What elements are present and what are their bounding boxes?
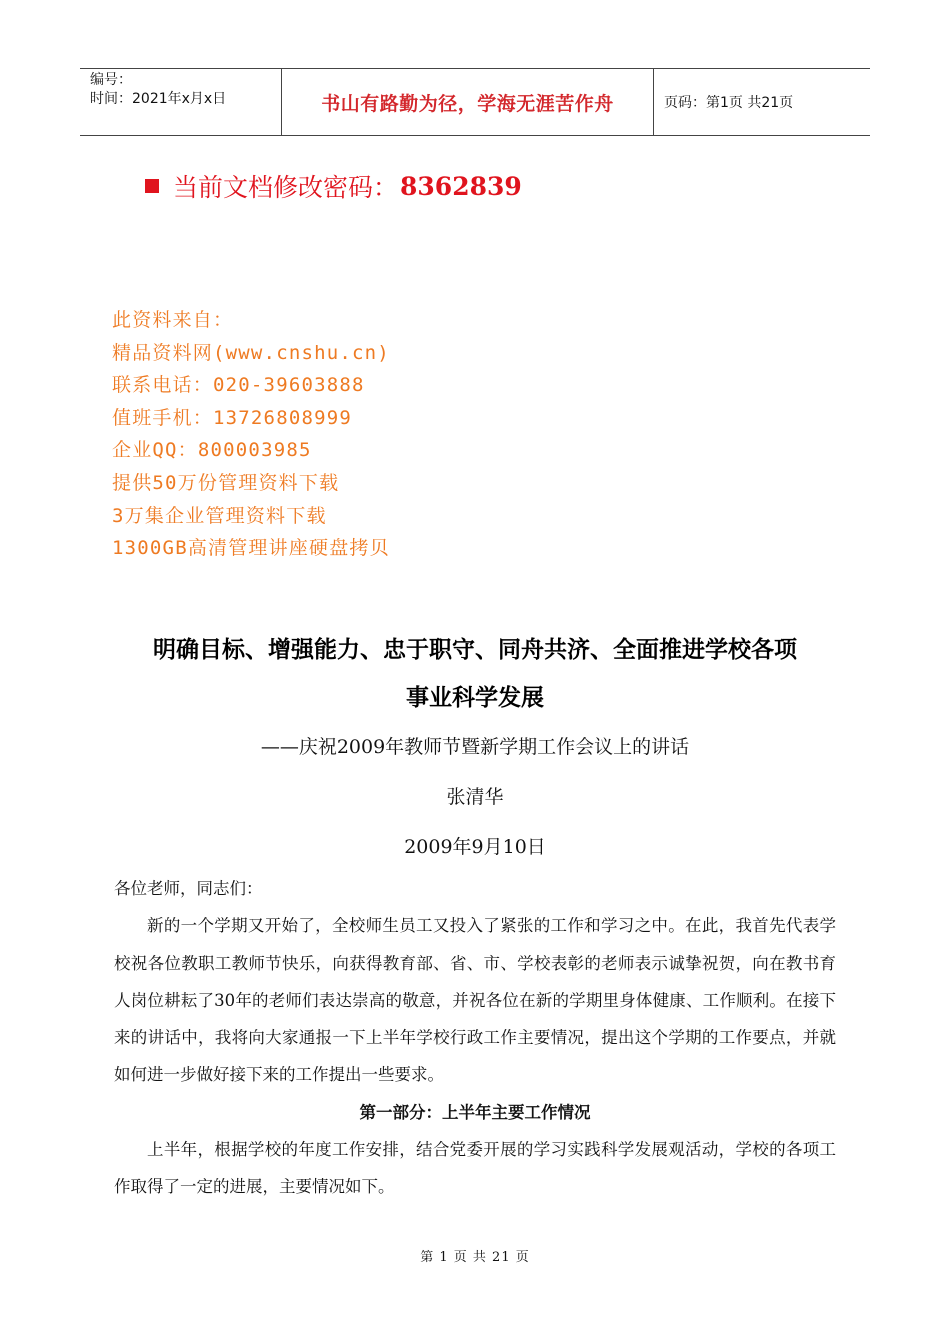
source-line: 精品资料网(www.cnshu.cn) [112, 341, 390, 364]
source-info-block [112, 304, 390, 565]
source-line: 联系电话：020-39603888 [112, 374, 365, 397]
password-code: 8362839 [400, 171, 522, 201]
square-bullet-icon [145, 179, 159, 193]
title-line: 事业科学发展 [406, 685, 544, 711]
body-paragraph: 新的一个学期又开始了，全校师生员工又投入了紧张的工作和学习之中。在此，我首先代表学校祝各位教职工教师节快乐，向获得教育部、省、市、学校表彰的老师表示诚挚祝贺，向在教书育人岗位耕耘了30年的老师们表达崇高的敬意，并祝各位在新的学期里身体健康、工作顺利。在接下来的讲话中，我将向大家通报一下上半年学校行政工作主要情况，提出这个学期的工作要点，并就如何进一步做好接下来的工作提出一些要求。 [114, 916, 836, 1085]
document-subtitle: ——庆祝2009年教师节暨新学期工作会议上的讲话 [260, 736, 690, 758]
source-line: 1300GB高清管理讲座硬盘拷贝 [112, 537, 390, 560]
document-date: 2009年9月10日 [404, 836, 546, 858]
document-title [95, 626, 855, 722]
source-line: 此资料来自： [112, 309, 234, 331]
body-paragraph: 上半年，根据学校的年度工作安排，结合党委开展的学习实践科学发展观活动，学校的各项工作取得了一定的进展，主要情况如下。 [114, 1140, 836, 1197]
password-label: 当前文档修改密码： [173, 173, 399, 202]
password-notice [145, 166, 522, 206]
section-heading: 第一部分：上半年主要工作情况 [359, 1102, 591, 1122]
header-page-info: 页码：第1页 共21页 [664, 95, 794, 111]
header-motto: 书山有路勤为径，学海无涯苦作舟 [282, 69, 654, 135]
document-author: 张清华 [446, 786, 504, 808]
source-line: 3万集企业管理资料下载 [112, 504, 327, 527]
page-footer: 第 1 页 共 21 页 [420, 1250, 530, 1265]
document-number-label: 编号： [90, 72, 132, 88]
title-line: 明确目标、增强能力、忠于职守、同舟共济、全面推进学校各项 [153, 637, 797, 663]
document-body [114, 870, 836, 1206]
source-line: 提供50万份管理资料下载 [112, 471, 340, 494]
source-line: 企业QQ：800003985 [112, 439, 312, 462]
header-meta-cell [80, 69, 282, 135]
source-line: 值班手机：13726808999 [112, 406, 353, 429]
document-time-label: 时间：2021年x月x日 [90, 91, 227, 107]
header-table [80, 68, 870, 136]
greeting: 各位老师，同志们： [114, 879, 263, 898]
